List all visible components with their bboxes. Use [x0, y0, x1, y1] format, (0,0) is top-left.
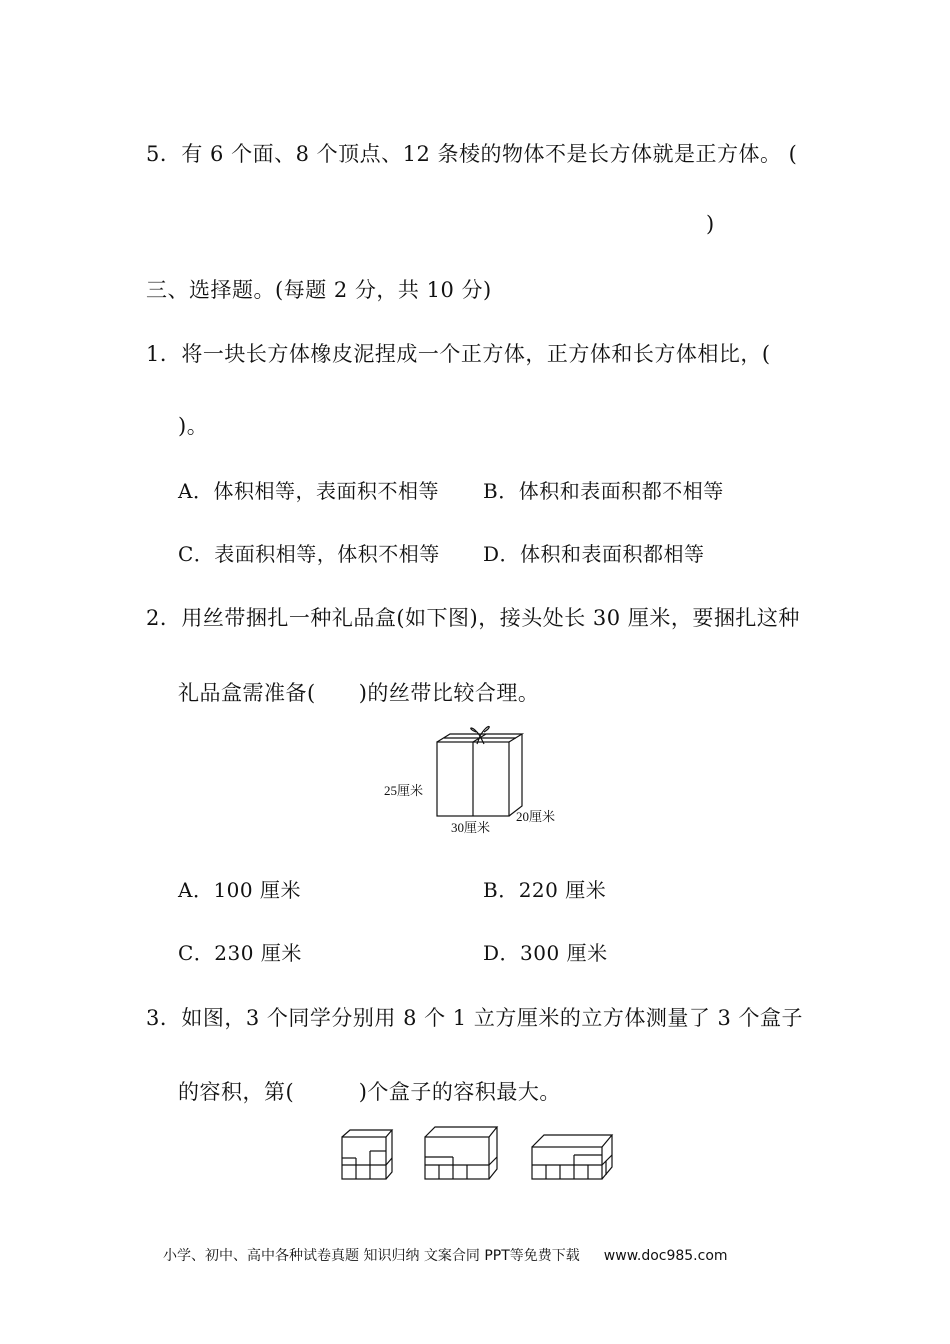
- mc2-stem: 2．用丝带捆扎一种礼品盒(如下图)，接头处长 30 厘米，要捆扎这种: [146, 606, 800, 630]
- mc2-option-b: B．220 厘米: [483, 878, 607, 902]
- tf-answer-bracket: ): [706, 212, 715, 236]
- mc1-option-d: D．体积和表面积都相等: [483, 542, 705, 566]
- footer-url[interactable]: www.doc985.com: [603, 1248, 728, 1264]
- width-label: 20厘米: [516, 809, 556, 824]
- footer-text: 小学、初中、高中各种试卷真题 知识归纳 文案合同 PPT等免费下载: [163, 1248, 580, 1264]
- mc1-option-a: A．体积相等，表面积不相等: [178, 479, 439, 503]
- section-heading-choice: 三、选择题。(每题 2 分，共 10 分): [146, 278, 492, 302]
- mc3-stem-cont: 的容积，第( )个盒子的容积最大。: [178, 1080, 561, 1104]
- box-right-face: [509, 734, 522, 816]
- mc2-option-d: D．300 厘米: [483, 941, 608, 965]
- page-footer: [163, 1245, 728, 1265]
- tf-question-5: 5．有 6 个面、8 个顶点、12 条棱的物体不是长方体就是正方体。 (: [146, 142, 798, 166]
- box-figure-3: [530, 1131, 614, 1183]
- length-label: 30厘米: [451, 820, 491, 835]
- box-figure-1: [340, 1125, 396, 1183]
- mc1-stem-cont: )。: [178, 414, 209, 438]
- gift-box-figure: [380, 720, 580, 845]
- box-figure-2: [423, 1121, 499, 1183]
- mc2-stem-cont: 礼品盒需准备( )的丝带比较合理。: [178, 681, 540, 705]
- height-label: 25厘米: [384, 783, 424, 798]
- mc1-stem: 1．将一块长方体橡皮泥捏成一个正方体，正方体和长方体相比，(: [146, 342, 771, 366]
- mc1-option-c: C．表面积相等，体积不相等: [178, 542, 440, 566]
- mc3-stem: 3．如图，3 个同学分别用 8 个 1 立方厘米的立方体测量了 3 个盒子: [146, 1006, 804, 1030]
- mc2-option-c: C．230 厘米: [178, 941, 302, 965]
- mc1-option-b: B．体积和表面积都不相等: [483, 479, 724, 503]
- mc2-option-a: A．100 厘米: [178, 878, 301, 902]
